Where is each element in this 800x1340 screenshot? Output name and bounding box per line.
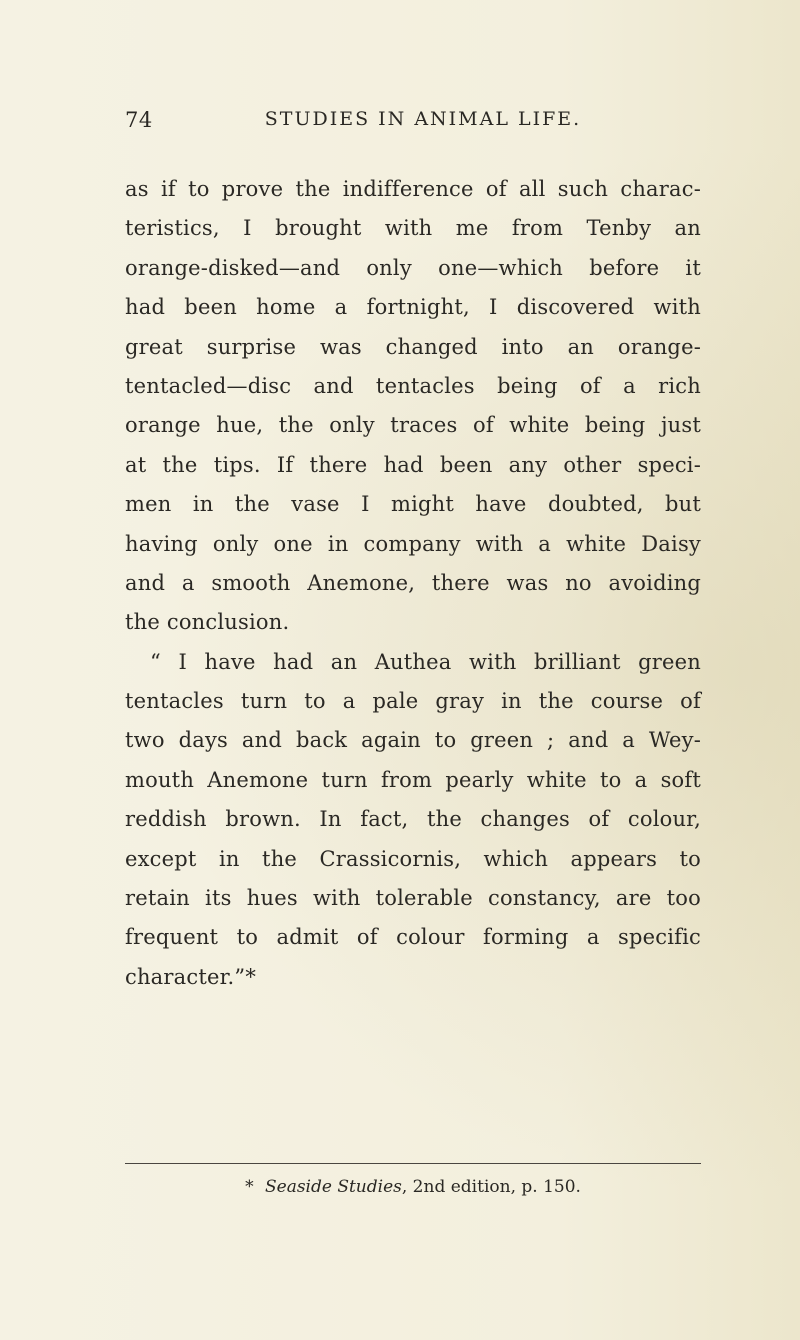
text-line: and a smooth Anemone, there was no avoiding <box>125 570 701 595</box>
footnote-rule <box>125 1163 701 1164</box>
text-line: at the tips. If there had been any other speci- <box>125 452 701 477</box>
text-line: retain its hues with tolerable constancy, are too <box>125 886 701 911</box>
text-line: as if to prove the indifference of all such charac- <box>125 177 701 201</box>
text-line: teristics, I brought with me from Tenby an <box>125 216 701 241</box>
running-head: STUDIES IN ANIMAL LIFE. <box>264 108 582 130</box>
text-line: orange-disked—and only one—which before it <box>125 255 701 280</box>
text-line: frequent to admit of colour forming a specific <box>125 925 701 950</box>
text-line: mouth Anemone turn from pearly white to a soft <box>125 767 701 792</box>
footnote-title: Seaside Studies <box>264 1177 402 1197</box>
text-line: tentacles turn to a pale gray in the course of <box>125 689 701 714</box>
text-line: character.”* <box>125 964 257 989</box>
text-line: except in the Crassicornis, which appears to <box>125 846 701 871</box>
footnote <box>125 1177 701 1197</box>
text-line: tentacled—disc and tentacles being of a rich <box>125 373 701 398</box>
page-number: 74 <box>125 108 153 132</box>
page-header <box>125 108 701 148</box>
text-line: “ I have had an Authea with brilliant green <box>150 649 701 674</box>
text-line: reddish brown. In fact, the changes of colour, <box>125 807 701 832</box>
footnote-marker: * <box>245 1177 254 1197</box>
text-line: orange hue, the only traces of white being just <box>125 413 701 438</box>
footnote-details: , 2nd edition, p. 150. <box>401 1177 581 1197</box>
text-line: having only one in company with a white Daisy <box>125 531 701 556</box>
text-line: two days and back again to green ; and a Wey- <box>125 728 701 753</box>
body-text <box>125 170 701 997</box>
text-line: great surprise was changed into an orange- <box>125 334 701 359</box>
text-line: men in the vase I might have doubted, but <box>125 492 701 517</box>
text-line: had been home a fortnight, I discovered with <box>125 295 701 320</box>
text-line: the conclusion. <box>125 610 290 635</box>
